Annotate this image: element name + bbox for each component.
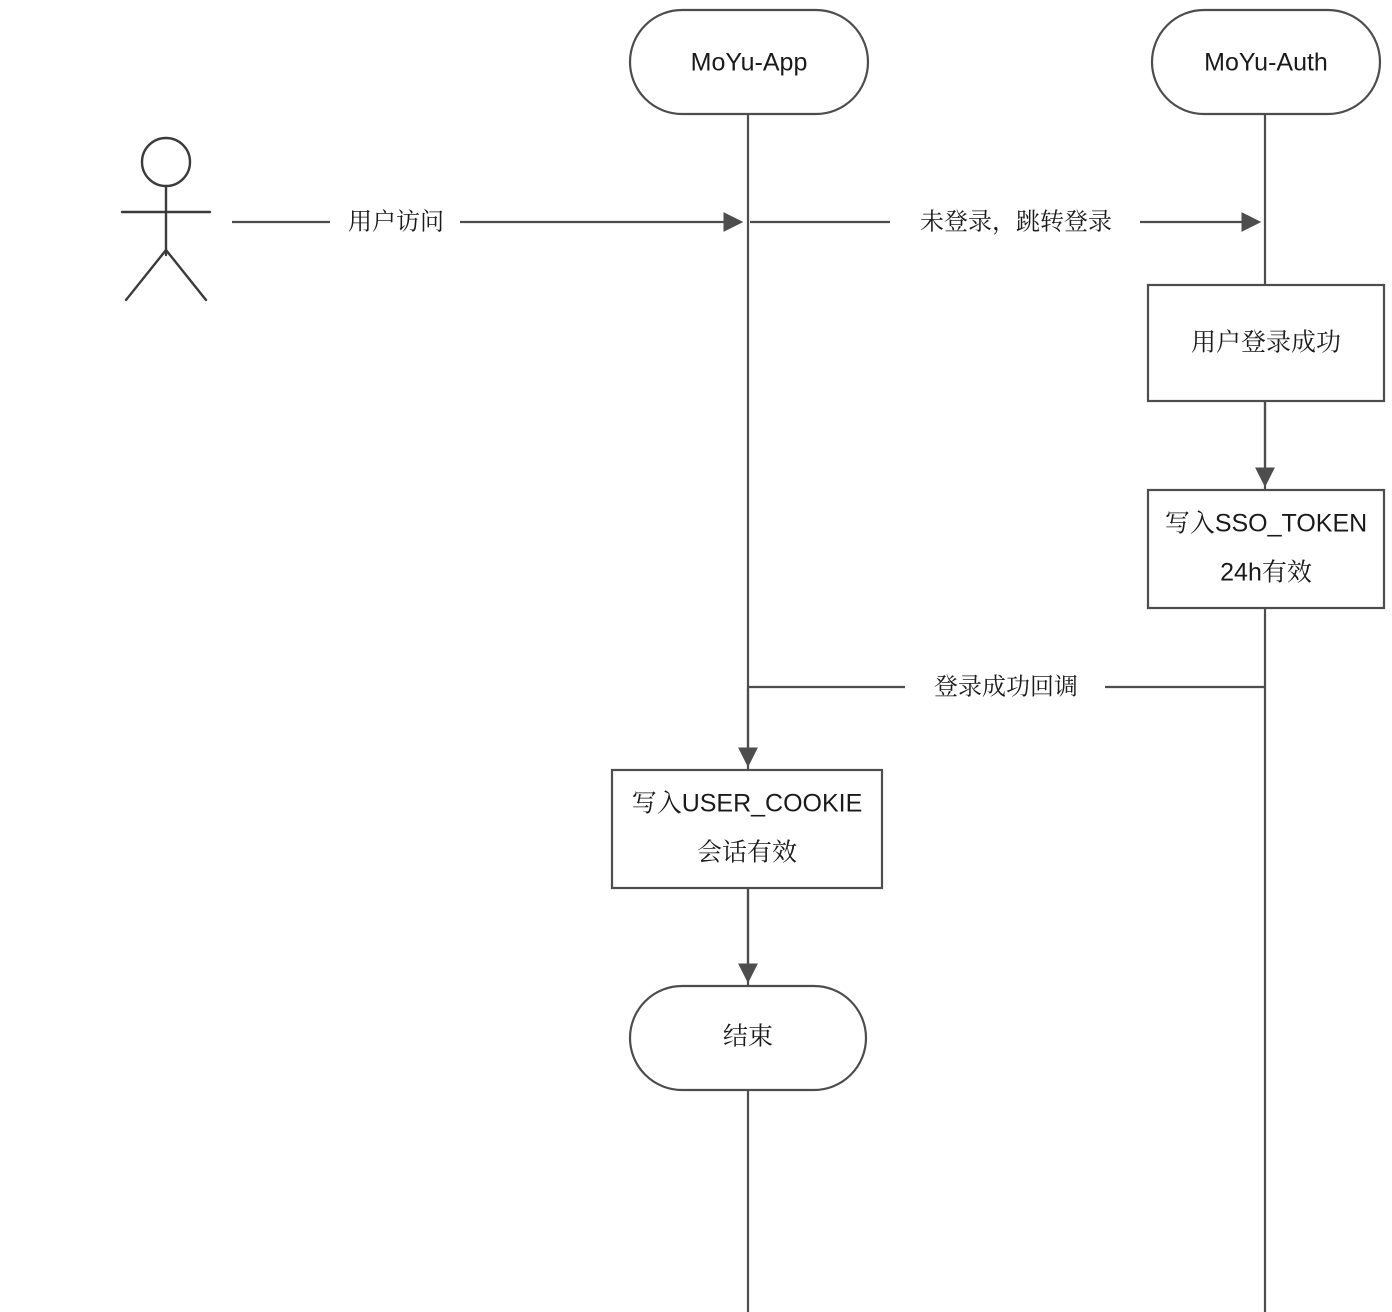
edge-user-access-label: 用户访问 — [348, 208, 444, 236]
node-write-sso-token-label-line2: 24h有效 — [1220, 558, 1312, 587]
node-write-user-cookie — [612, 770, 882, 888]
node-moyu-app-label: MoYu-App — [690, 48, 808, 77]
node-write-sso-token-label-line1: 写入SSO_TOKEN — [1164, 509, 1368, 538]
actor-stick-figure — [122, 138, 210, 300]
edge-user-access — [232, 206, 740, 238]
node-write-user-cookie-label-line2: 会话有效 — [696, 838, 798, 867]
edge-not-logged-in-redirect-label: 未登录，跳转登录 — [920, 208, 1112, 236]
node-write-sso-token — [1148, 490, 1384, 608]
edge-login-success-callback-label: 登录成功回调 — [934, 673, 1078, 701]
node-moyu-auth-label: MoYu-Auth — [1204, 48, 1328, 77]
node-login-success-label: 用户登录成功 — [1190, 328, 1342, 357]
node-end-label: 结束 — [722, 1022, 774, 1051]
node-write-user-cookie-label-line1: 写入USER_COOKIE — [631, 789, 863, 818]
